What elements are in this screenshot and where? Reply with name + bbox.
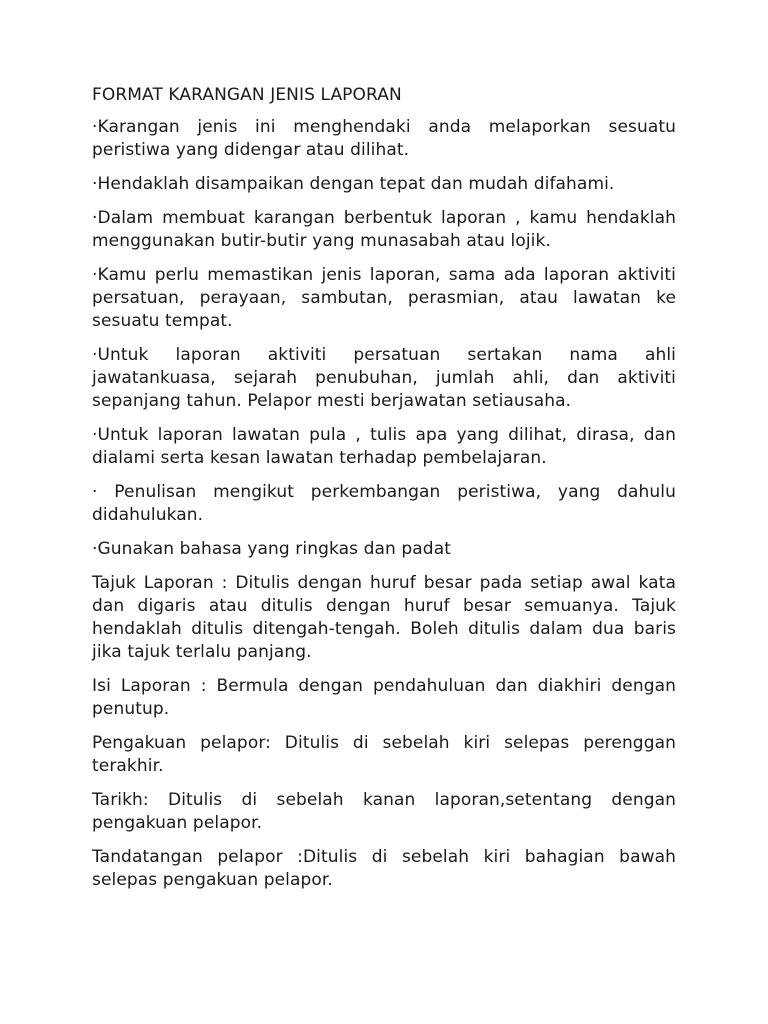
paragraph-4: ·Kamu perlu memastikan jenis laporan, sama ada laporan aktiviti persatuan, perayaan, sambutan, perasmian, atau lawatan ke sesuatu tempat. — [92, 265, 676, 331]
document-title: FORMAT KARANGAN JENIS LAPORAN — [92, 85, 402, 105]
paragraph-8: ·Gunakan bahasa yang ringkas dan padat — [92, 539, 451, 559]
paragraph-5: ·Untuk laporan aktiviti persatuan sertakan nama ahli jawatankuasa, sejarah penubuhan, jumlah ahli, dan aktiviti sepanjang tahun. Pelapor mesti berjawatan setiausaha. — [92, 345, 676, 411]
paragraph-7: · Penulisan mengikut perkembangan peristiwa, yang dahulu didahulukan. — [92, 482, 676, 525]
paragraph-isi-laporan: Isi Laporan : Bermula dengan pendahuluan dan diakhiri dengan penutup. — [92, 676, 676, 719]
paragraph-tandatangan-pelapor: Tandatangan pelapor :Ditulis di sebelah kiri bahagian bawah selepas pengakuan pelapor. — [92, 847, 676, 890]
paragraph-pengakuan-pelapor: Pengakuan pelapor: Ditulis di sebelah kiri selepas perenggan terakhir. — [92, 733, 676, 776]
paragraph-3: ·Dalam membuat karangan berbentuk laporan , kamu hendaklah menggunakan butir-butir yang munasabah atau lojik. — [92, 208, 676, 251]
paragraph-1: ·Karangan jenis ini menghendaki anda melaporkan sesuatu peristiwa yang didengar atau dilihat. — [92, 117, 676, 160]
paragraph-tajuk-laporan: Tajuk Laporan : Ditulis dengan huruf besar pada setiap awal kata dan digaris atau ditulis dengan huruf besar semuanya. Tajuk hendaklah ditulis ditengah-tengah. Boleh ditulis dalam dua baris jika tajuk terlalu panjang. — [92, 573, 676, 662]
paragraph-2: ·Hendaklah disampaikan dengan tepat dan mudah difahami. — [92, 174, 615, 194]
paragraph-tarikh: Tarikh: Ditulis di sebelah kanan laporan,setentang dengan pengakuan pelapor. — [92, 790, 676, 833]
paragraph-6: ·Untuk laporan lawatan pula , tulis apa yang dilihat, dirasa, dan dialami serta kesan lawatan terhadap pembelajaran. — [92, 425, 676, 468]
